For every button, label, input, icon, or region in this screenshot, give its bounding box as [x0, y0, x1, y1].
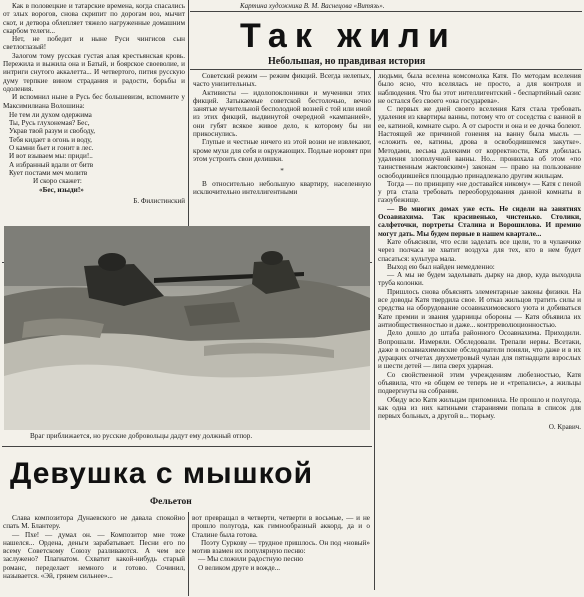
poem-line: Кует постами меч молитв — [9, 168, 88, 177]
poem-line: «Бес, изыди!» — [39, 185, 84, 194]
article-title: Так жили — [240, 17, 457, 55]
paragraph: Обиду всю Катя жильцам припомнила. Не прошло и полугода, как одна из них катиными стараниями попала в список для первых больных, а другой в... тюрьму. — [378, 395, 583, 421]
paragraph: — А мы не будем заделывать дырку на двор, куда выходила труба колонки. — [378, 271, 583, 288]
paragraph: людьми, была вселена комсомолка Катя. По методам вселения было ясно, что вселялась не просто, а для контроля и наблюдения. Что бы этот интеллигентский - беспартийный оазис не остался без своего «ока государева». — [378, 72, 583, 105]
article-subtitle: Небольшая, но правдивая история — [268, 56, 426, 67]
paragraph: Советский режим — режим фикций. Всегда нелепых, часто унизительных. — [193, 72, 373, 89]
poem-line: О камни бьет и гонит в лес. — [9, 144, 94, 153]
signature: Б. Филистинский — [133, 196, 185, 205]
poem-line: — Мы сложили радостную песню — [198, 555, 304, 564]
paragraph: Как в половецкие и татарские времена, когда спасались от злых ворогов, снова скрипит по дорогам воз, мычит скот, и детвора облепляет тяжело нагруженные домашним скарбом телеги... — [3, 2, 187, 35]
paragraph: Нет, не победит и ныне Руси чингисов сын светлоглазый! — [3, 35, 187, 52]
feuilleton-label: Фельетон — [150, 497, 192, 507]
poem-line: И вот взываем мы: приди!.. — [9, 152, 93, 161]
paragraph: — Пхе! — думал он. — Композитор мне тоже нашелся... Ордена, деньги зарабатывает. Песни его по всему Советскому Союзу разливаются. А чем все заслужено? Плагиатом. Схватит какой-нибудь старый романс, переделает немного и готово. Сочинил, называется. «Эй, грянем сильнее»... — [3, 530, 187, 581]
header-rule — [190, 11, 582, 12]
paragraph: вот превращал в четверти, четверти в восьмые, — и не прошло полугода, как гимнообразный аккорд, да и о Сталине была готова. — [192, 514, 372, 539]
paragraph: Дело дошло до штаба районного Осоавиахима. Приходили. Вопрошали. Измеряли. Обследовали. Трепали нервы. Всетаки, даже в осоавиахимовские обследователи поняли, что даже и в их дурацких отчетах двухметровый чулан для пятнадцати взрослых и шести детей — липа сверх ударная. — [378, 329, 583, 371]
photo-bottom-rule — [2, 446, 372, 447]
paragraph: Выход ею был найден немедленно: — [387, 262, 495, 271]
signature: О. Кравич. — [548, 423, 581, 432]
paragraph: Залогом тому русская густая алая крестьянская кровь. Пережила и выжила она и Батый, и боярское своеволие, и интриги снутого аккалетта... И четвертого, пития русскую думу терпкие вином страдания и радости, борьбы и одоления. — [3, 51, 187, 93]
paragraph: И вспомнил ныне в Русь бес большевизм, вспомните у Максимилиана Волошина: — [3, 93, 187, 110]
paragraph: С первых же дней своего вселения Катя стала требовать удаления из квартиры ванны, потому что от соседства с ванной в ее, катиной, комнате сыро. А от сырости и она и ее дочка болеют. Настоящей же причиной гонения на ванну была мысль — «сложить ее, катины, дрова в освободившемся закутке». Методами, весьма далекими от корректности, Катя добилась удаления злополучной ванны. Но... пронюхала об этом «по таинственным жактовским») законам — право на пользование освободившейся площадью принадлежало другим жильцам. — [378, 105, 583, 180]
feuilleton-column-2 — [192, 514, 370, 596]
paragraph: В относительно небольшую квартиру, населенную исключительно интеллигентными — [193, 179, 373, 196]
paragraph: Поэту Суркову — трудное пришлось. Он под «новый» мотив взамен их популярную песню: — [192, 538, 372, 556]
paragraph: Кате объясняли, что если заделать все щели, то в чуланчике через полчаса не хватит воздуха для тех, кто в нем будет спасаться: культура мала. — [378, 237, 583, 263]
poem-line: Ты, Русь глухонемая? Бес, — [9, 119, 90, 128]
separator-star: * — [280, 167, 284, 176]
feuilleton-title: Девушка с мышкой — [10, 457, 314, 490]
paragraph: Активисты — идолопоклонники и мученики этих фикций. Затыкаемые советской бестолочью, вечно занятые мучительной бесполодной возней с той или иной из этих фикций, выдвинутой очередной «кампанией», они губят всякое живое дело, к которому бы ни прикоснулись. — [193, 88, 373, 139]
right-column — [378, 72, 581, 594]
painting-caption: Картина художника В. М. Васнецова «Витязь». — [240, 2, 385, 10]
war-photo — [4, 226, 370, 430]
poem-line: И скоро скажет: — [33, 177, 82, 186]
photo-caption: Враг приближается, но русские добровольцы дадут ему должный отпор. — [30, 432, 253, 440]
feuilleton-column-1 — [3, 514, 185, 596]
paragraph: Глупые и честные ничего из этой возни не извлекают, кроме мухи для себя и окружающих. Подлые норовят при этом устроить свои делишки. — [193, 138, 373, 163]
paragraph: — Во многих домах уже есть. Не сидели на занятиях Осоавиахима. Так красивенько, чистенько. Столики, салфеточки, портреты Сталина и Ворошилова. И премию могут дать. Мы будем первые в нашем квартале... — [378, 204, 583, 238]
soldiers-in-trench-image — [4, 226, 370, 430]
poem — [3, 111, 185, 194]
column-divider — [374, 70, 375, 590]
column-divider — [188, 512, 189, 596]
paragraph: Слава композитора Дунаевского не давала спокойно спать М. Блантеру. — [3, 514, 187, 531]
column-divider — [188, 0, 189, 262]
poem-line: О великом друге и вожде... — [198, 563, 281, 572]
poem-line: А избранный вдали от битв — [9, 160, 94, 169]
poem-line: Не тем ли духом одержима — [9, 110, 92, 119]
poem-line: Украв твой разум и свободу, — [9, 127, 96, 136]
poem-line: Тебя кидает в огонь и воду, — [9, 135, 92, 144]
header-rule — [190, 69, 582, 70]
paragraph: Пришлось снова объяснять элементарные законы физики. На все доводы Катя твердила свое. И отказ жильцов тратить силы и средства на оборудование осоавиахимовского уюта и добиваться Кате премии и звания ударницы обороны — Катя объявила их антиобщественностью и даже... контрреволюционностью. — [378, 287, 583, 329]
paragraph: Тогда — по принципу «не доставайся никому» — Катя с пеной у рта стала требовать переоборудования данной комнаты в газоубежище. — [378, 179, 583, 205]
paragraph: Со свойственной этим учреждениям любезностью, Катя объявила, что «в общем ее теперь не и «трепались», а жильцы подвергнуты на собрании. — [378, 370, 583, 396]
